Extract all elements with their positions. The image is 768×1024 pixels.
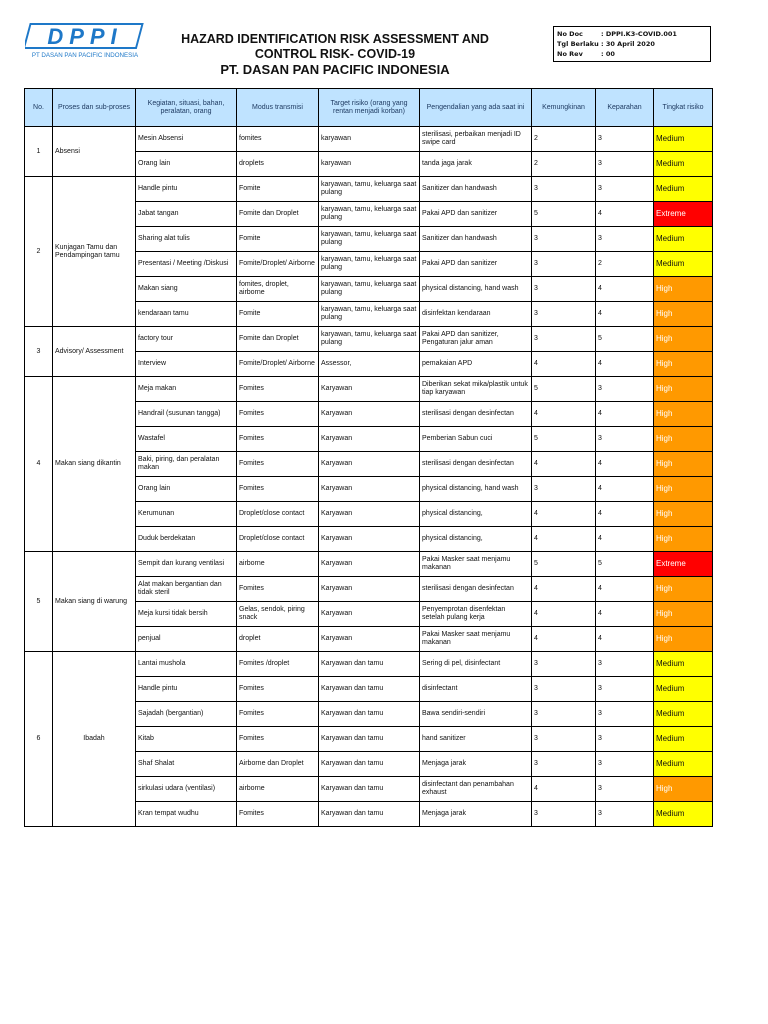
target-cell: Assessor, [319, 352, 420, 377]
activity-cell: Handrail (susunan tangga) [136, 402, 237, 427]
column-header: Kegiatan, situasi, bahan, peralatan, orang [136, 89, 237, 127]
severity-cell: 3 [596, 727, 654, 752]
table-header-row [25, 89, 713, 127]
column-header: Keparahan [596, 89, 654, 127]
severity-cell: 3 [596, 802, 654, 827]
target-cell: Karyawan dan tamu [319, 777, 420, 802]
transmission-cell: Fomite dan Droplet [237, 327, 319, 352]
document-title [150, 32, 520, 77]
severity-cell: 3 [596, 677, 654, 702]
transmission-cell: droplets [237, 152, 319, 177]
table-row [25, 652, 713, 677]
activity-cell: Kitab [136, 727, 237, 752]
risk-level-cell: High [654, 602, 713, 627]
severity-cell: 3 [596, 152, 654, 177]
transmission-cell: Fomites [237, 577, 319, 602]
activity-cell: Orang lain [136, 152, 237, 177]
likelihood-cell: 5 [532, 427, 596, 452]
risk-level-cell: High [654, 527, 713, 552]
transmission-cell: Fomites [237, 802, 319, 827]
activity-cell: Interview [136, 352, 237, 377]
target-cell: karyawan [319, 127, 420, 152]
target-cell: Karyawan dan tamu [319, 752, 420, 777]
control-cell: disinfectant [420, 677, 532, 702]
transmission-cell: Fomite dan Droplet [237, 202, 319, 227]
severity-cell: 4 [596, 202, 654, 227]
target-cell: karyawan, tamu, keluarga saat pulang [319, 252, 420, 277]
activity-cell: Handle pintu [136, 677, 237, 702]
target-cell: karyawan, tamu, keluarga saat pulang [319, 302, 420, 327]
control-cell: Sering di pel, disinfectant [420, 652, 532, 677]
target-cell: Karyawan [319, 552, 420, 577]
group-number-cell: 2 [25, 177, 53, 327]
column-header: Tingkat risiko [654, 89, 713, 127]
risk-level-cell: Medium [654, 252, 713, 277]
control-cell: Pemberian Sabun cuci [420, 427, 532, 452]
likelihood-cell: 3 [532, 727, 596, 752]
risk-level-cell: High [654, 452, 713, 477]
process-cell: Kunjagan Tamu dan Pendampingan tamu [53, 177, 136, 327]
column-header: Proses dan sub-proses [53, 89, 136, 127]
likelihood-cell: 3 [532, 752, 596, 777]
severity-cell: 4 [596, 477, 654, 502]
risk-level-cell: High [654, 277, 713, 302]
activity-cell: Sharing alat tulis [136, 227, 237, 252]
table-row [25, 327, 713, 352]
risk-level-cell: Medium [654, 127, 713, 152]
transmission-cell: Fomite/Droplet/ Airborne [237, 252, 319, 277]
process-cell: Ibadah [53, 652, 136, 827]
activity-cell: Duduk berdekatan [136, 527, 237, 552]
document-info-box [553, 26, 711, 62]
risk-level-cell: High [654, 627, 713, 652]
group-number-cell: 3 [25, 327, 53, 377]
likelihood-cell: 3 [532, 802, 596, 827]
activity-cell: penjual [136, 627, 237, 652]
transmission-cell: airborne [237, 777, 319, 802]
table-row [25, 177, 713, 202]
activity-cell: Lantai mushola [136, 652, 237, 677]
group-number-cell: 5 [25, 552, 53, 652]
control-cell: sterilisasi dengan desinfectan [420, 452, 532, 477]
risk-level-cell: High [654, 502, 713, 527]
table-row [25, 377, 713, 402]
risk-level-cell: Medium [654, 702, 713, 727]
doc-info-label: Tgl Berlaku [557, 40, 599, 48]
activity-cell: Presentasi / Meeting /Diskusi [136, 252, 237, 277]
control-cell: physical distancing, [420, 527, 532, 552]
control-cell: physical distancing, hand wash [420, 277, 532, 302]
likelihood-cell: 2 [532, 127, 596, 152]
severity-cell: 3 [596, 427, 654, 452]
severity-cell: 4 [596, 402, 654, 427]
logo-subtitle: PT DASAN PAN PACIFIC INDONESIA [31, 52, 139, 59]
transmission-cell: Gelas, sendok, piring snack [237, 602, 319, 627]
control-cell: Diberikan sekat mika/plastik untuk tiap karyawan [420, 377, 532, 402]
logo-brand: DPPI [47, 24, 123, 49]
activity-cell: Wastafel [136, 427, 237, 452]
likelihood-cell: 4 [532, 502, 596, 527]
group-number-cell: 4 [25, 377, 53, 552]
control-cell: sterilisasi dengan desinfectan [420, 402, 532, 427]
target-cell: Karyawan dan tamu [319, 677, 420, 702]
control-cell: tanda jaga jarak [420, 152, 532, 177]
likelihood-cell: 4 [532, 577, 596, 602]
control-cell: Sanitizer dan handwash [420, 227, 532, 252]
doc-info-row [557, 49, 707, 59]
doc-info-row [557, 29, 707, 39]
group-number-cell: 1 [25, 127, 53, 177]
severity-cell: 3 [596, 752, 654, 777]
likelihood-cell: 4 [532, 402, 596, 427]
risk-level-cell: High [654, 402, 713, 427]
likelihood-cell: 3 [532, 477, 596, 502]
transmission-cell: Fomite [237, 302, 319, 327]
activity-cell: Orang lain [136, 477, 237, 502]
table-row [25, 127, 713, 152]
risk-level-cell: Medium [654, 752, 713, 777]
likelihood-cell: 3 [532, 677, 596, 702]
likelihood-cell: 4 [532, 452, 596, 477]
target-cell: karyawan, tamu, keluarga saat pulang [319, 327, 420, 352]
risk-level-cell: Medium [654, 677, 713, 702]
risk-level-cell: High [654, 477, 713, 502]
target-cell: Karyawan [319, 477, 420, 502]
target-cell: karyawan, tamu, keluarga saat pulang [319, 227, 420, 252]
control-cell: Menjaga jarak [420, 802, 532, 827]
risk-level-cell: Medium [654, 652, 713, 677]
likelihood-cell: 3 [532, 252, 596, 277]
severity-cell: 3 [596, 127, 654, 152]
likelihood-cell: 3 [532, 652, 596, 677]
target-cell: karyawan, tamu, keluarga saat pulang [319, 277, 420, 302]
likelihood-cell: 3 [532, 227, 596, 252]
activity-cell: Baki, piring, dan peralatan makan [136, 452, 237, 477]
doc-info-value: : 00 [601, 50, 615, 58]
transmission-cell: Fomites [237, 702, 319, 727]
risk-level-cell: High [654, 427, 713, 452]
activity-cell: sirkulasi udara (ventilasi) [136, 777, 237, 802]
control-cell: physical distancing, hand wash [420, 477, 532, 502]
severity-cell: 3 [596, 702, 654, 727]
activity-cell: Meja kursi tidak bersih [136, 602, 237, 627]
transmission-cell: Fomites [237, 727, 319, 752]
control-cell: Sanitizer dan handwash [420, 177, 532, 202]
severity-cell: 4 [596, 527, 654, 552]
likelihood-cell: 4 [532, 602, 596, 627]
activity-cell: Kran tempat wudhu [136, 802, 237, 827]
control-cell: physical distancing, [420, 502, 532, 527]
severity-cell: 2 [596, 252, 654, 277]
target-cell: karyawan, tamu, keluarga saat pulang [319, 177, 420, 202]
process-cell: Absensi [53, 127, 136, 177]
severity-cell: 4 [596, 602, 654, 627]
activity-cell: Alat makan bergantian dan tidak steril [136, 577, 237, 602]
transmission-cell: Fomite [237, 177, 319, 202]
activity-cell: Shaf Shalat [136, 752, 237, 777]
target-cell: Karyawan dan tamu [319, 702, 420, 727]
target-cell: Karyawan [319, 427, 420, 452]
target-cell: Karyawan [319, 502, 420, 527]
doc-info-value: : DPPI.K3-COVID.001 [601, 30, 677, 38]
doc-info-label: No Doc [557, 30, 583, 38]
activity-cell: Jabat tangan [136, 202, 237, 227]
likelihood-cell: 3 [532, 327, 596, 352]
target-cell: Karyawan dan tamu [319, 652, 420, 677]
severity-cell: 4 [596, 577, 654, 602]
process-cell: Makan siang di warung [53, 552, 136, 652]
severity-cell: 4 [596, 452, 654, 477]
severity-cell: 4 [596, 302, 654, 327]
control-cell: Pakai APD dan sanitizer [420, 252, 532, 277]
likelihood-cell: 2 [532, 152, 596, 177]
likelihood-cell: 4 [532, 527, 596, 552]
transmission-cell: fomites, droplet, airborne [237, 277, 319, 302]
risk-level-cell: Medium [654, 177, 713, 202]
control-cell: Penyemprotan disenfektan setelah pulang kerja [420, 602, 532, 627]
target-cell: Karyawan [319, 402, 420, 427]
transmission-cell: Fomite [237, 227, 319, 252]
severity-cell: 4 [596, 627, 654, 652]
activity-cell: factory tour [136, 327, 237, 352]
control-cell: disinfektan kendaraan [420, 302, 532, 327]
transmission-cell: Fomites [237, 677, 319, 702]
likelihood-cell: 5 [532, 377, 596, 402]
control-cell: Menjaga jarak [420, 752, 532, 777]
likelihood-cell: 3 [532, 277, 596, 302]
target-cell: Karyawan [319, 452, 420, 477]
table-row [25, 552, 713, 577]
control-cell: Pakai Masker saat menjamu makanan [420, 552, 532, 577]
activity-cell: Kerumunan [136, 502, 237, 527]
activity-cell: kendaraan tamu [136, 302, 237, 327]
control-cell: sterilisasi dengan desinfectan [420, 577, 532, 602]
control-cell: pemakaian APD [420, 352, 532, 377]
severity-cell: 4 [596, 502, 654, 527]
risk-level-cell: Medium [654, 227, 713, 252]
severity-cell: 3 [596, 177, 654, 202]
severity-cell: 4 [596, 352, 654, 377]
risk-level-cell: High [654, 777, 713, 802]
activity-cell: Makan siang [136, 277, 237, 302]
column-header: Pengendalian yang ada saat ini [420, 89, 532, 127]
control-cell: Bawa sendiri-sendiri [420, 702, 532, 727]
process-cell: Advisory/ Assessment [53, 327, 136, 377]
hazard-risk-table [24, 88, 713, 827]
transmission-cell: Fomites [237, 477, 319, 502]
transmission-cell: droplet [237, 627, 319, 652]
process-cell: Makan siang dikantin [53, 377, 136, 552]
transmission-cell: Fomites /droplet [237, 652, 319, 677]
likelihood-cell: 3 [532, 702, 596, 727]
risk-level-cell: Medium [654, 727, 713, 752]
control-cell: disinfectant dan penambahan exhaust [420, 777, 532, 802]
target-cell: Karyawan dan tamu [319, 727, 420, 752]
likelihood-cell: 5 [532, 552, 596, 577]
dppi-logo-icon [25, 22, 150, 60]
target-cell: Karyawan [319, 527, 420, 552]
transmission-cell: Fomites [237, 377, 319, 402]
risk-level-cell: Medium [654, 802, 713, 827]
severity-cell: 3 [596, 377, 654, 402]
severity-cell: 3 [596, 652, 654, 677]
activity-cell: Handle pintu [136, 177, 237, 202]
target-cell: Karyawan dan tamu [319, 802, 420, 827]
transmission-cell: airborne [237, 552, 319, 577]
severity-cell: 4 [596, 277, 654, 302]
likelihood-cell: 3 [532, 177, 596, 202]
column-header: No. [25, 89, 53, 127]
target-cell: Karyawan [319, 602, 420, 627]
risk-level-cell: High [654, 352, 713, 377]
risk-level-cell: High [654, 302, 713, 327]
likelihood-cell: 4 [532, 627, 596, 652]
risk-level-cell: Medium [654, 152, 713, 177]
transmission-cell: Fomites [237, 427, 319, 452]
activity-cell: Sempit dan kurang ventilasi [136, 552, 237, 577]
target-cell: Karyawan [319, 377, 420, 402]
activity-cell: Sajadah (bergantian) [136, 702, 237, 727]
transmission-cell: Fomites [237, 452, 319, 477]
title-line-2: CONTROL RISK- COVID-19 [254, 47, 416, 61]
title-line-1: HAZARD IDENTIFICATION RISK ASSESSMENT AND [181, 32, 489, 46]
target-cell: Karyawan [319, 577, 420, 602]
doc-info-row [557, 39, 707, 49]
severity-cell: 5 [596, 552, 654, 577]
column-header: Kemungkinan [532, 89, 596, 127]
risk-level-cell: High [654, 577, 713, 602]
title-line-3: PT. DASAN PAN PACIFIC INDONESIA [220, 62, 450, 77]
likelihood-cell: 3 [532, 302, 596, 327]
activity-cell: Meja makan [136, 377, 237, 402]
group-number-cell: 6 [25, 652, 53, 827]
likelihood-cell: 4 [532, 777, 596, 802]
company-logo [25, 22, 150, 60]
control-cell: hand sanitizer [420, 727, 532, 752]
column-header: Target risiko (orang yang rentan menjadi korban) [319, 89, 420, 127]
transmission-cell: Droplet/close contact [237, 502, 319, 527]
severity-cell: 5 [596, 327, 654, 352]
risk-level-cell: High [654, 377, 713, 402]
control-cell: sterilisasi, perbaikan menjadi ID swipe card [420, 127, 532, 152]
risk-level-cell: Extreme [654, 552, 713, 577]
target-cell: karyawan, tamu, keluarga saat pulang [319, 202, 420, 227]
column-header: Modus transmisi [237, 89, 319, 127]
activity-cell: Mesin Absensi [136, 127, 237, 152]
risk-level-cell: Extreme [654, 202, 713, 227]
control-cell: Pakai APD dan sanitizer [420, 202, 532, 227]
transmission-cell: Fomites [237, 402, 319, 427]
transmission-cell: fomites [237, 127, 319, 152]
doc-info-label: No Rev [557, 50, 583, 58]
likelihood-cell: 4 [532, 352, 596, 377]
transmission-cell: Fomite/Droplet/ Airborne [237, 352, 319, 377]
severity-cell: 3 [596, 227, 654, 252]
control-cell: Pakai APD dan sanitizer, Pengaturan jalur aman [420, 327, 532, 352]
transmission-cell: Droplet/close contact [237, 527, 319, 552]
doc-info-value: : 30 April 2020 [601, 40, 655, 48]
severity-cell: 3 [596, 777, 654, 802]
transmission-cell: Airborne dan Droplet [237, 752, 319, 777]
target-cell: karyawan [319, 152, 420, 177]
risk-level-cell: High [654, 327, 713, 352]
target-cell: Karyawan [319, 627, 420, 652]
control-cell: Pakai Masker saat menjamu makanan [420, 627, 532, 652]
likelihood-cell: 5 [532, 202, 596, 227]
